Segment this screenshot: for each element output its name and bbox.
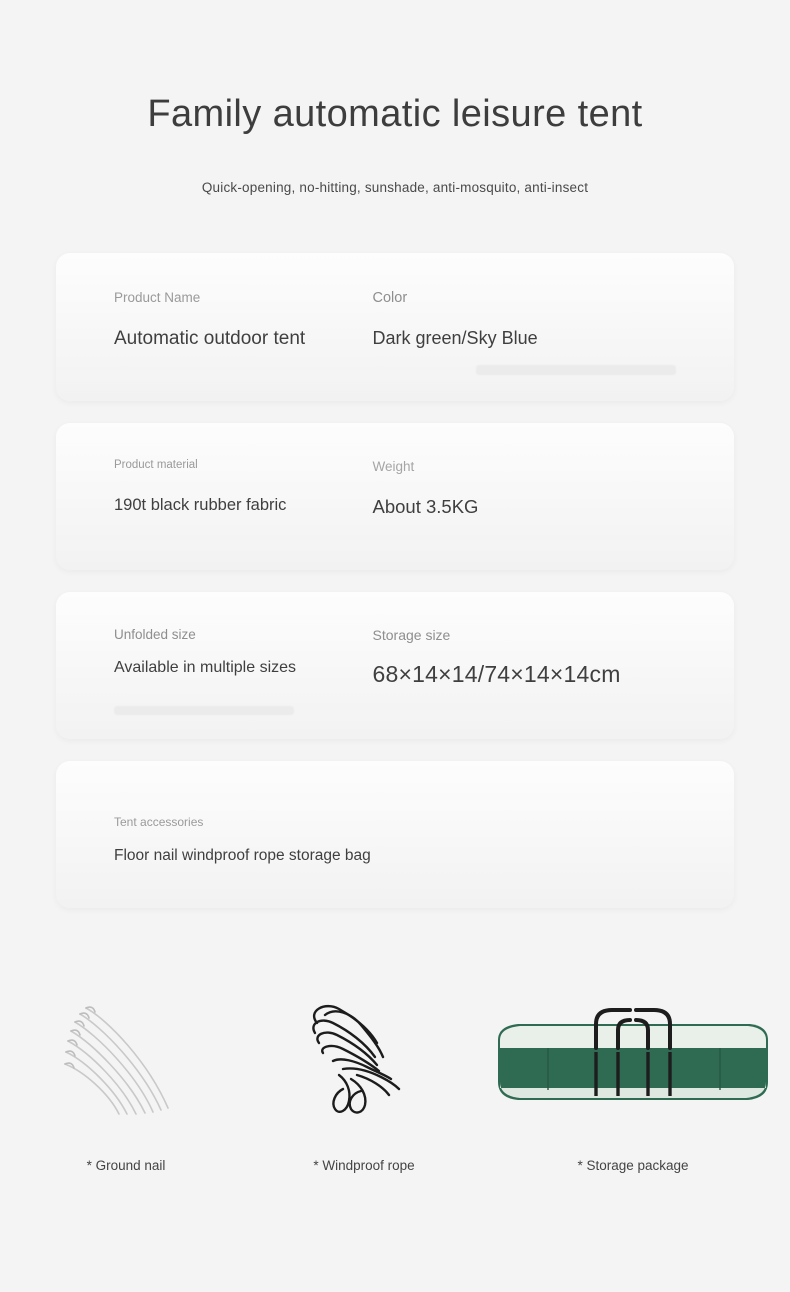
spec-label: Tent accessories [114, 814, 204, 829]
spec-label: Color [372, 289, 408, 306]
spec-value: Available in multiple sizes [114, 659, 297, 677]
accessory-item-ground-nail [7, 990, 245, 1173]
accessory-item-storage-package [483, 990, 783, 1173]
spec-card-size [56, 592, 734, 739]
accessory-caption: * Windproof rope [313, 1158, 415, 1173]
spec-card-product-name [56, 253, 734, 401]
spec-card-accessories [56, 761, 734, 908]
spec-value: Floor nail windproof rope storage bag [114, 847, 371, 865]
page-title: Family automatic leisure tent [147, 93, 643, 135]
spec-card-list [0, 253, 790, 908]
storage-package-icon [483, 990, 783, 1130]
spec-field-material [114, 458, 373, 520]
spec-label: Product material [114, 458, 198, 471]
spec-field-unfolded-size [114, 626, 373, 690]
spec-field-weight [373, 458, 676, 520]
spec-value: 190t black rubber fabric [114, 495, 287, 514]
spec-label: Storage size [372, 626, 451, 643]
spec-label: Unfolded size [114, 626, 196, 642]
ground-nail-icon [7, 990, 245, 1130]
accessories-gallery [0, 990, 790, 1173]
spec-field-tent-accessories [114, 815, 676, 867]
spec-card-material [56, 423, 734, 570]
spec-value: About 3.5KG [372, 496, 479, 518]
spec-value: Dark green/Sky Blue [372, 328, 538, 349]
spec-label: Product Name [114, 289, 201, 305]
page-subtitle: Quick-opening, no-hitting, sunshade, anti-mosquito, anti-insect [201, 179, 589, 195]
spec-field-storage-size [373, 626, 676, 690]
spec-field-color [373, 289, 676, 352]
spec-field-product-name [114, 289, 373, 352]
spec-label: Weight [372, 458, 415, 474]
page-header [0, 0, 790, 195]
accessory-caption: * Storage package [577, 1158, 689, 1173]
windproof-rope-icon [245, 990, 483, 1130]
accessory-item-windproof-rope [245, 990, 483, 1173]
spec-value: Automatic outdoor tent [114, 328, 306, 350]
accessory-caption: * Ground nail [86, 1158, 166, 1173]
spec-value: 68×14×14/74×14×14cm [372, 660, 621, 687]
